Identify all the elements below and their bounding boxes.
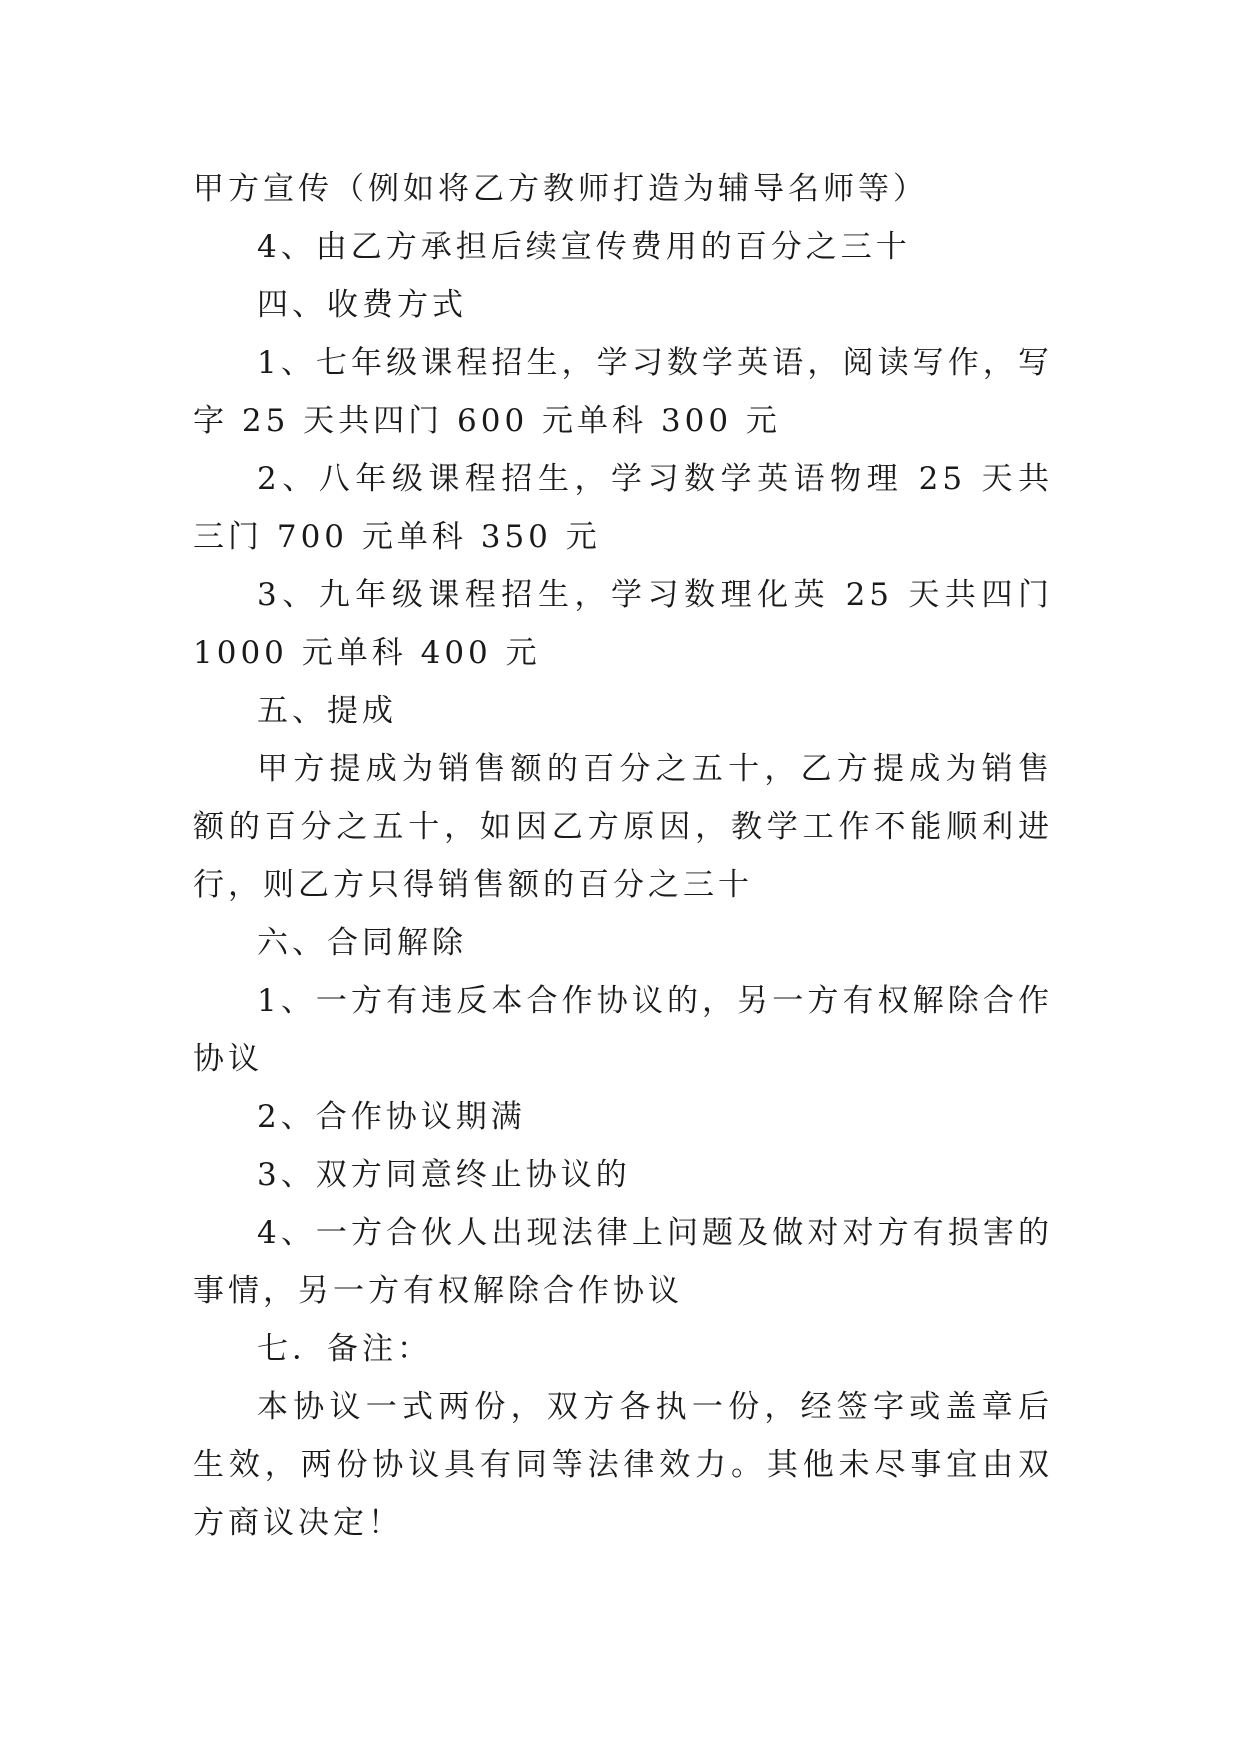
paragraph-termination-1: 1、一方有违反本合作协议的，另一方有权解除合作协议 xyxy=(193,983,1053,1077)
paragraph-remarks: 本协议一式两份，双方各执一份，经签字或盖章后生效，两份协议具有同等法律效力。其他未尽事宜由双方商议决定！ xyxy=(193,1389,1053,1541)
paragraph-continuation: 甲方宣传（例如将乙方教师打造为辅导名师等） xyxy=(193,171,928,207)
section-heading-termination: 六、合同解除 xyxy=(257,925,467,961)
document-body xyxy=(193,160,1067,1552)
paragraph-fee-grade-7: 1、七年级课程招生，学习数学英语，阅读写作，写字 25 天共四门 600 元单科 300 元 xyxy=(193,345,1053,439)
section-heading-commission: 五、提成 xyxy=(257,693,397,729)
paragraph-fee-grade-9: 3、九年级课程招生，学习数理化英 25 天共四门 1000 元单科 400 元 xyxy=(193,577,1067,671)
paragraph-termination-3: 3、双方同意终止协议的 xyxy=(257,1157,631,1193)
paragraph-fee-grade-8: 2、八年级课程招生，学习数学英语物理 25 天共三门 700 元单科 350 元 xyxy=(193,461,1053,555)
paragraph-item-4-promotion-cost: 4、由乙方承担后续宣传费用的百分之三十 xyxy=(257,229,911,265)
paragraph-commission: 甲方提成为销售额的百分之五十，乙方提成为销售额的百分之五十，如因乙方原因，教学工作不能顺利进行，则乙方只得销售额的百分之三十 xyxy=(193,751,1053,903)
section-heading-remarks: 七．备注： xyxy=(257,1331,432,1367)
paragraph-termination-4: 4、一方合伙人出现法律上问题及做对对方有损害的事情，另一方有权解除合作协议 xyxy=(193,1215,1053,1309)
section-heading-fees: 四、收费方式 xyxy=(257,287,467,323)
paragraph-termination-2: 2、合作协议期满 xyxy=(257,1099,526,1135)
